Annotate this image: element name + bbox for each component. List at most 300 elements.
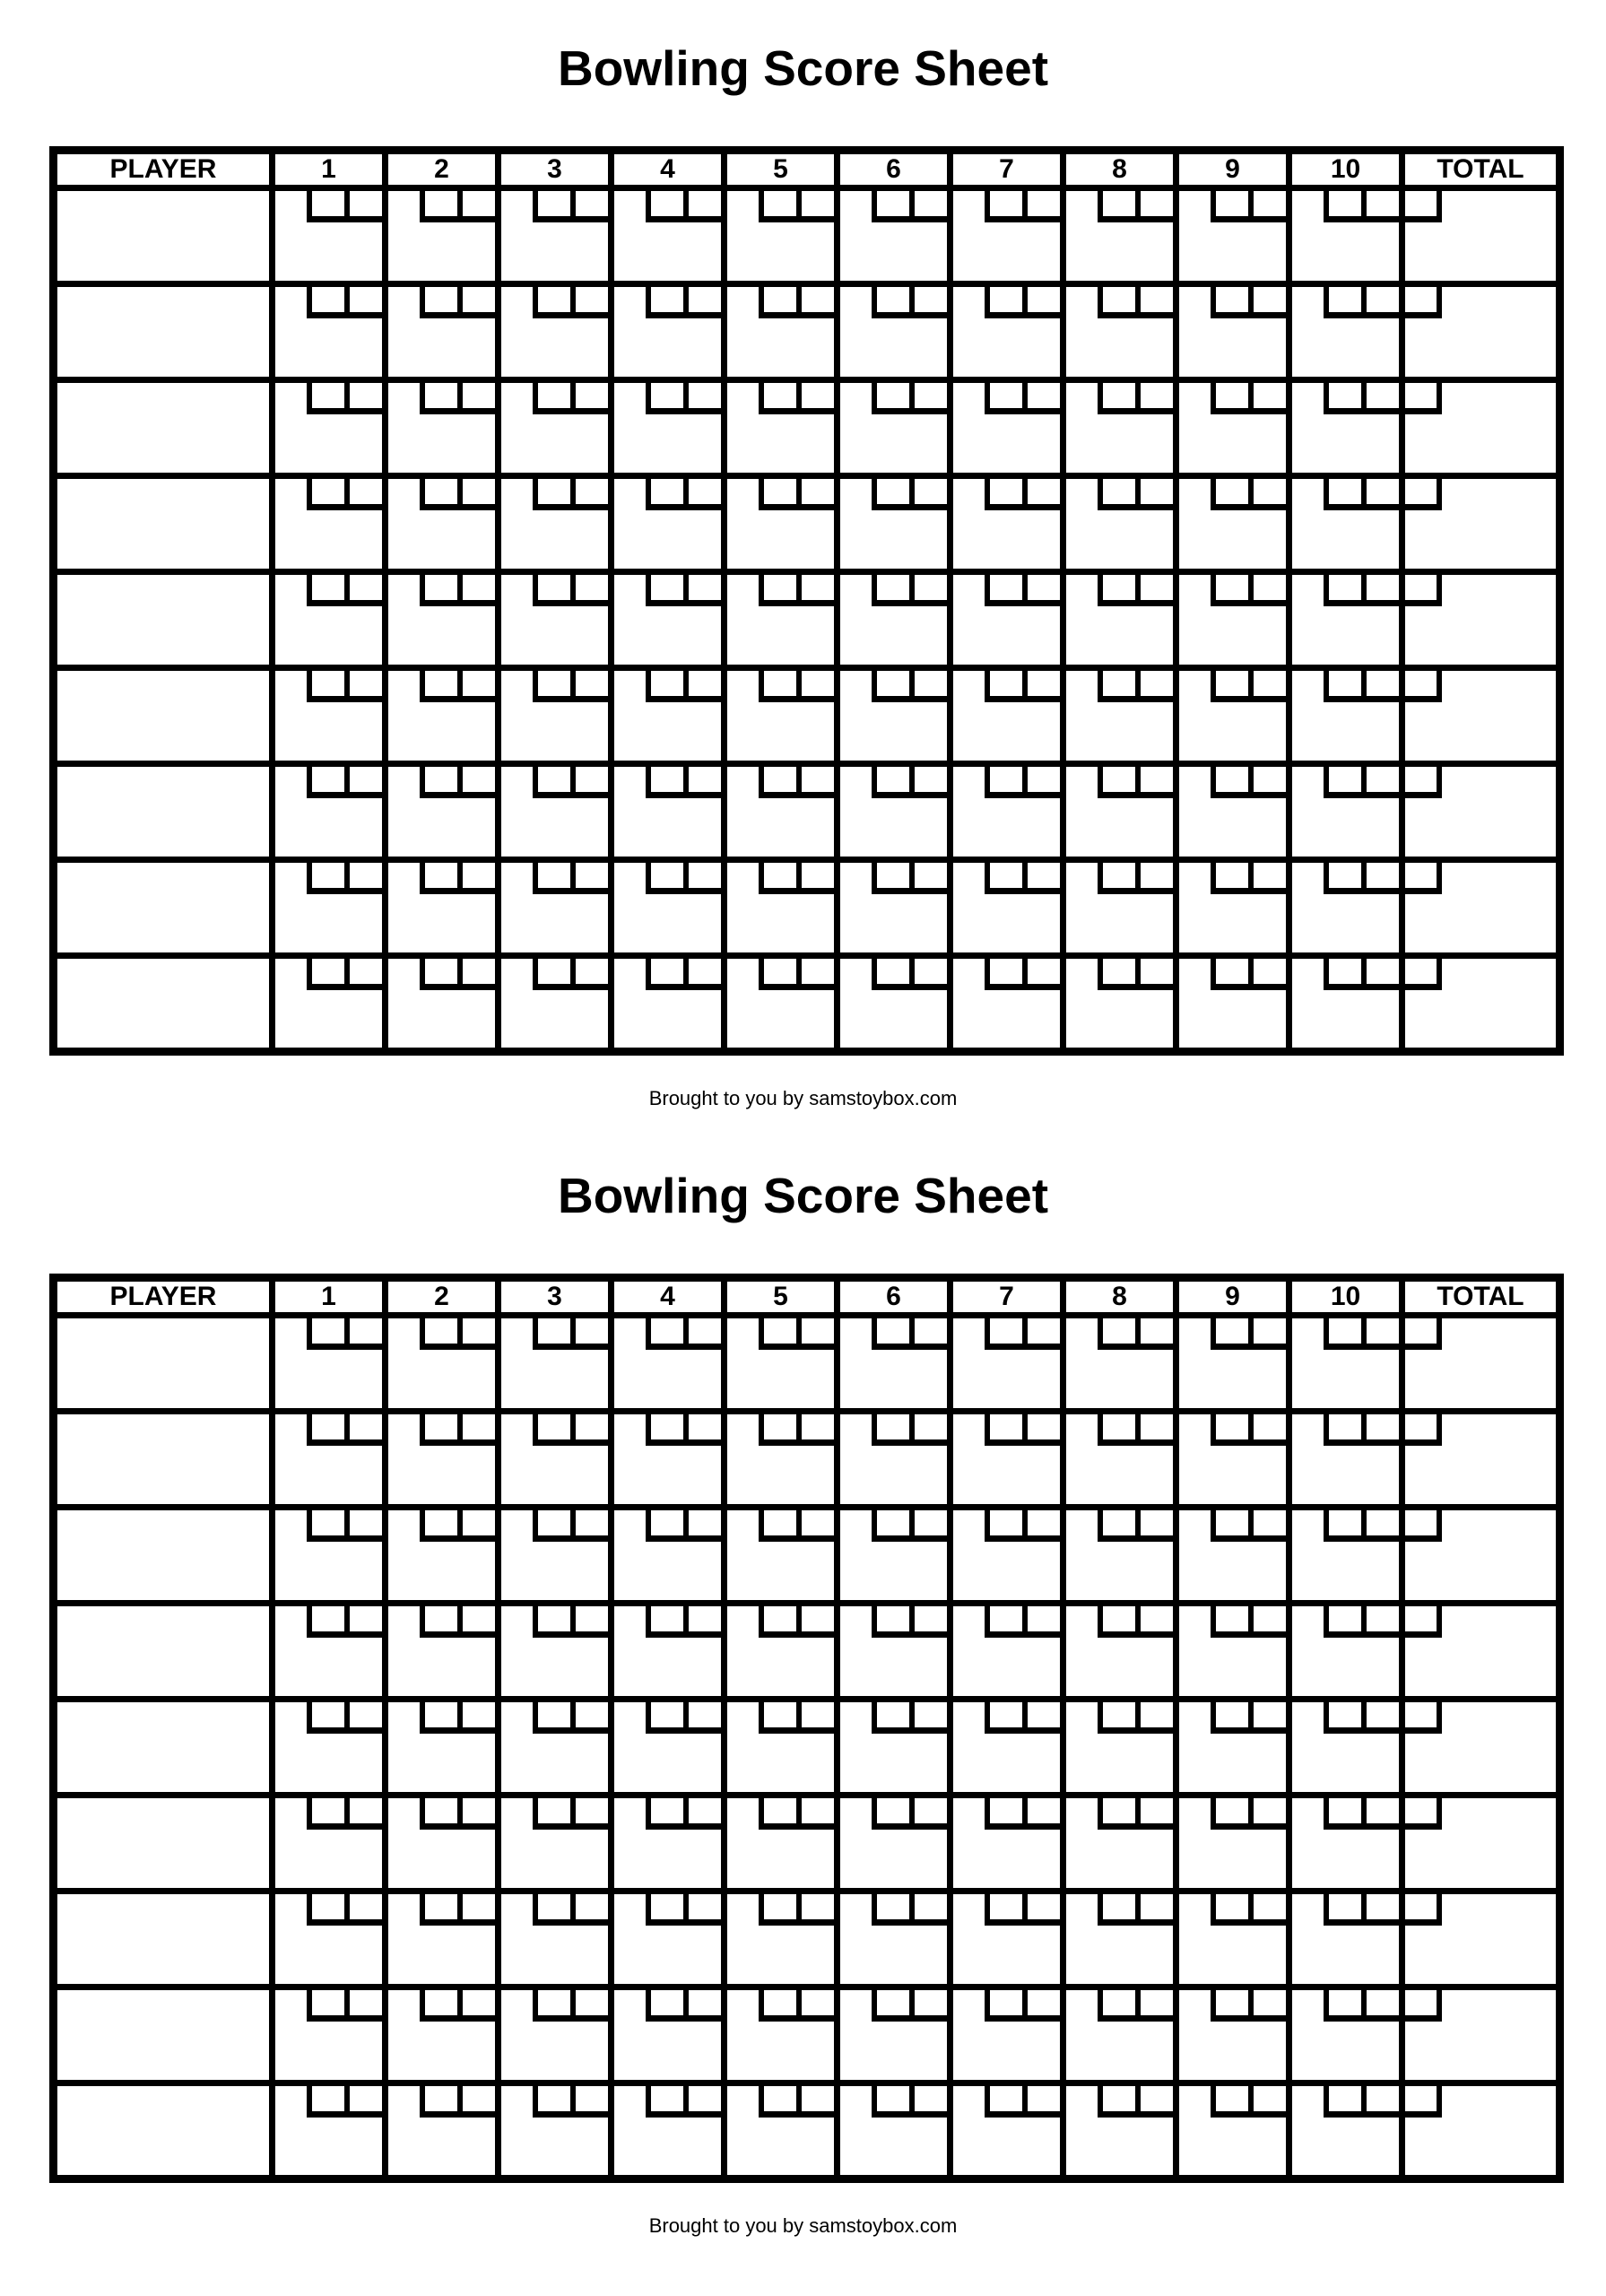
frame-cell-5: [725, 572, 838, 668]
roll-box-2: [683, 863, 721, 888]
tenth-frame-third-roll-box: [1405, 1606, 1442, 1638]
roll-boxes: [533, 575, 608, 606]
roll-box-1: [985, 383, 1022, 408]
frame-cell-3: [499, 188, 612, 284]
roll-box-2: [1248, 383, 1286, 408]
footer-credit: Brought to you by samstoybox.com: [648, 1087, 958, 1109]
roll-box-1: [420, 575, 457, 600]
frame-cell-8: [1063, 1604, 1176, 1700]
frame-cell-2: [386, 668, 499, 764]
roll-boxes: [1211, 959, 1286, 990]
roll-boxes: [646, 383, 721, 414]
roll-box-1: [985, 1414, 1022, 1439]
tenth-frame-third-roll-box: [1405, 191, 1442, 222]
roll-boxes: [1211, 1510, 1286, 1542]
roll-boxes: [985, 191, 1060, 222]
roll-boxes: [307, 1798, 382, 1830]
frame-cell-3: [499, 476, 612, 572]
frame-cell-2: [386, 764, 499, 860]
roll-box-2: [344, 575, 382, 600]
roll-boxes: [420, 671, 495, 702]
frame-cell-3: [499, 380, 612, 476]
roll-boxes: [420, 479, 495, 510]
roll-boxes: [985, 1510, 1060, 1542]
frame-cell-8: [1063, 1796, 1176, 1892]
frame-cell-4: [612, 1316, 725, 1412]
roll-box-2: [796, 287, 834, 312]
roll-box-2: [457, 191, 495, 216]
frame-cell-10: [1289, 860, 1402, 956]
roll-boxes: [1098, 1798, 1173, 1830]
roll-box-2: [683, 383, 721, 408]
roll-box-1: [533, 479, 570, 504]
roll-boxes: [1324, 863, 1399, 894]
roll-box-1: [646, 959, 683, 984]
roll-boxes: [985, 671, 1060, 702]
roll-box-2: [1022, 1414, 1060, 1439]
roll-boxes: [533, 287, 608, 318]
roll-box-2: [1361, 1702, 1399, 1727]
frame-cell-1: [273, 476, 386, 572]
roll-boxes: [533, 1702, 608, 1734]
roll-box-2: [1248, 671, 1286, 696]
roll-box-1: [759, 191, 796, 216]
frame-cell-7: [951, 1508, 1063, 1604]
roll-boxes: [1211, 479, 1286, 510]
frame-cell-6: [838, 476, 951, 572]
roll-boxes: [1098, 1414, 1173, 1446]
frame-cell-9: [1176, 1412, 1289, 1508]
roll-box-2: [1022, 671, 1060, 696]
frame-cell-8: [1063, 860, 1176, 956]
roll-box-2: [570, 383, 608, 408]
roll-box-1: [420, 767, 457, 792]
frame-cell-10: [1289, 1508, 1402, 1604]
frame-cell-6: [838, 1796, 951, 1892]
roll-box-2: [796, 863, 834, 888]
roll-box-1: [533, 383, 570, 408]
frame-cell-4: [612, 860, 725, 956]
frame-cell-10: [1289, 476, 1402, 572]
roll-box-2: [570, 191, 608, 216]
roll-box-1: [759, 959, 796, 984]
frame-cell-4: [612, 1987, 725, 2083]
roll-box-1: [420, 479, 457, 504]
roll-box-1: [307, 1606, 344, 1631]
frame-cell-7: [951, 1796, 1063, 1892]
roll-boxes: [307, 863, 382, 894]
roll-box-1: [533, 767, 570, 792]
roll-box-2: [909, 767, 947, 792]
frame-cell-9: [1176, 380, 1289, 476]
roll-box-1: [1211, 1990, 1248, 2015]
roll-box-1: [307, 287, 344, 312]
player-row: [54, 860, 1560, 956]
roll-box-1: [533, 191, 570, 216]
roll-box-1: [420, 1894, 457, 1919]
roll-box-2: [344, 1798, 382, 1823]
roll-boxes: [1211, 2086, 1286, 2118]
roll-box-2: [1135, 767, 1173, 792]
roll-boxes: [1098, 1990, 1173, 2022]
roll-box-2: [570, 959, 608, 984]
total-score-cell: [1402, 1604, 1560, 1700]
roll-box-2: [570, 479, 608, 504]
frame-cell-1: [273, 1796, 386, 1892]
roll-boxes: [759, 287, 834, 318]
frame-column-header-1: 1: [273, 1278, 386, 1316]
roll-box-1: [533, 1606, 570, 1631]
roll-boxes: [533, 2086, 608, 2118]
roll-box-1: [1098, 1510, 1135, 1535]
frame-column-header-9: 9: [1176, 151, 1289, 188]
roll-box-1: [759, 1990, 796, 2015]
roll-box-2: [1135, 1318, 1173, 1344]
roll-boxes: [985, 1990, 1060, 2022]
roll-boxes: [1211, 1414, 1286, 1446]
frame-cell-7: [951, 764, 1063, 860]
tenth-frame-third-roll-box: [1405, 1990, 1442, 2022]
frame-cell-4: [612, 1700, 725, 1796]
roll-boxes: [533, 1510, 608, 1542]
roll-box-1: [307, 1318, 344, 1344]
frame-cell-8: [1063, 668, 1176, 764]
roll-box-1: [1324, 1510, 1361, 1535]
roll-boxes: [985, 479, 1060, 510]
frame-cell-8: [1063, 380, 1176, 476]
roll-box-2: [1361, 1510, 1399, 1535]
total-score-cell: [1402, 1316, 1560, 1412]
roll-box-2: [1022, 1894, 1060, 1919]
roll-boxes: [759, 863, 834, 894]
roll-box-1: [420, 2086, 457, 2111]
frame-cell-8: [1063, 572, 1176, 668]
roll-box-1: [1211, 1606, 1248, 1631]
roll-box-2: [683, 575, 721, 600]
roll-box-1: [533, 1702, 570, 1727]
frame-column-header-8: 8: [1063, 1278, 1176, 1316]
roll-box-2: [1135, 2086, 1173, 2111]
frame-cell-10: [1289, 188, 1402, 284]
total-score-cell: [1402, 860, 1560, 956]
roll-boxes: [307, 575, 382, 606]
frame-cell-3: [499, 860, 612, 956]
roll-box-1: [1211, 1702, 1248, 1727]
frame-cell-5: [725, 1700, 838, 1796]
frame-column-header-5: 5: [725, 151, 838, 188]
frame-cell-7: [951, 476, 1063, 572]
roll-box-2: [570, 287, 608, 312]
roll-box-2: [1135, 383, 1173, 408]
roll-boxes: [1324, 479, 1399, 510]
roll-box-2: [570, 1798, 608, 1823]
roll-box-1: [1098, 863, 1135, 888]
roll-box-1: [533, 287, 570, 312]
frame-cell-7: [951, 668, 1063, 764]
tenth-frame-third-roll-box: [1405, 1510, 1442, 1542]
frame-cell-7: [951, 1987, 1063, 2083]
roll-box-1: [1211, 287, 1248, 312]
roll-box-2: [344, 671, 382, 696]
frame-cell-5: [725, 476, 838, 572]
roll-box-2: [1361, 575, 1399, 600]
roll-box-1: [1211, 863, 1248, 888]
roll-boxes: [759, 1702, 834, 1734]
roll-box-1: [985, 1702, 1022, 1727]
player-name-cell: [54, 380, 273, 476]
frame-cell-1: [273, 1508, 386, 1604]
roll-box-1: [1098, 1702, 1135, 1727]
player-name-cell: [54, 1796, 273, 1892]
roll-box-2: [909, 191, 947, 216]
frame-column-header-3: 3: [499, 151, 612, 188]
frame-cell-10: [1289, 764, 1402, 860]
roll-box-1: [759, 1894, 796, 1919]
roll-box-1: [1324, 479, 1361, 504]
roll-boxes: [1211, 863, 1286, 894]
roll-boxes: [1324, 1798, 1399, 1830]
roll-box-1: [872, 479, 909, 504]
roll-box-1: [420, 383, 457, 408]
roll-boxes: [985, 383, 1060, 414]
roll-box-2: [1135, 1606, 1173, 1631]
frame-cell-1: [273, 284, 386, 380]
roll-box-1: [985, 479, 1022, 504]
roll-box-1: [646, 1702, 683, 1727]
roll-box-1: [985, 863, 1022, 888]
roll-box-2: [570, 1990, 608, 2015]
roll-boxes: [872, 1414, 947, 1446]
frame-cell-4: [612, 668, 725, 764]
roll-box-1: [1324, 2086, 1361, 2111]
roll-box-2: [1248, 1894, 1286, 1919]
roll-box-2: [1248, 1606, 1286, 1631]
frame-column-header-2: 2: [386, 1278, 499, 1316]
frame-cell-1: [273, 860, 386, 956]
roll-box-2: [1135, 671, 1173, 696]
frame-cell-9: [1176, 1700, 1289, 1796]
roll-box-2: [1361, 191, 1399, 216]
roll-box-1: [985, 1894, 1022, 1919]
roll-box-1: [1098, 2086, 1135, 2111]
frame-cell-8: [1063, 476, 1176, 572]
roll-box-2: [570, 863, 608, 888]
roll-box-2: [344, 479, 382, 504]
frame-cell-8: [1063, 764, 1176, 860]
roll-box-1: [533, 671, 570, 696]
roll-box-2: [1135, 575, 1173, 600]
roll-box-2: [457, 1414, 495, 1439]
roll-box-1: [1098, 383, 1135, 408]
roll-box-1: [1324, 383, 1361, 408]
roll-box-2: [909, 575, 947, 600]
roll-boxes: [646, 2086, 721, 2118]
roll-box-2: [344, 383, 382, 408]
roll-boxes: [759, 575, 834, 606]
bowling-score-table: [49, 146, 1564, 1056]
frame-cell-10: [1289, 1796, 1402, 1892]
roll-box-2: [570, 2086, 608, 2111]
frame-cell-2: [386, 188, 499, 284]
frame-cell-6: [838, 956, 951, 1052]
frame-column-header-6: 6: [838, 1278, 951, 1316]
roll-box-2: [1361, 1894, 1399, 1919]
roll-boxes: [646, 671, 721, 702]
roll-boxes: [759, 1990, 834, 2022]
roll-box-2: [1135, 1894, 1173, 1919]
roll-box-2: [1248, 1798, 1286, 1823]
roll-boxes: [1098, 1318, 1173, 1350]
roll-boxes: [420, 2086, 495, 2118]
roll-boxes: [533, 479, 608, 510]
player-row: [54, 1604, 1560, 1700]
frame-cell-6: [838, 380, 951, 476]
roll-box-2: [683, 1510, 721, 1535]
tenth-frame-third-roll-box: [1405, 1702, 1442, 1734]
roll-box-1: [759, 1414, 796, 1439]
frame-cell-3: [499, 956, 612, 1052]
roll-boxes: [1098, 191, 1173, 222]
roll-box-2: [1135, 959, 1173, 984]
roll-boxes: [985, 2086, 1060, 2118]
roll-box-2: [344, 767, 382, 792]
total-score-cell: [1402, 1412, 1560, 1508]
roll-box-2: [909, 863, 947, 888]
frame-cell-7: [951, 1412, 1063, 1508]
frame-cell-2: [386, 1892, 499, 1987]
player-row: [54, 1987, 1560, 2083]
frame-cell-9: [1176, 1796, 1289, 1892]
roll-box-2: [683, 1606, 721, 1631]
frame-cell-6: [838, 764, 951, 860]
roll-box-1: [420, 287, 457, 312]
frame-cell-9: [1176, 284, 1289, 380]
tenth-frame-third-roll-box: [1405, 1414, 1442, 1446]
roll-boxes: [759, 191, 834, 222]
frame-cell-5: [725, 1604, 838, 1700]
roll-box-2: [1135, 287, 1173, 312]
score-sheet-1: [0, 0, 1606, 1127]
frame-cell-7: [951, 380, 1063, 476]
frame-cell-7: [951, 188, 1063, 284]
roll-box-1: [1211, 1414, 1248, 1439]
frame-cell-3: [499, 1987, 612, 2083]
roll-box-1: [872, 1702, 909, 1727]
roll-boxes: [985, 575, 1060, 606]
roll-box-2: [457, 383, 495, 408]
roll-box-1: [420, 959, 457, 984]
tenth-frame-third-roll-box: [1405, 671, 1442, 702]
player-row: [54, 476, 1560, 572]
frame-cell-2: [386, 1700, 499, 1796]
roll-box-2: [1361, 287, 1399, 312]
player-row: [54, 1508, 1560, 1604]
frame-cell-6: [838, 1604, 951, 1700]
roll-box-1: [533, 863, 570, 888]
roll-box-2: [1135, 1510, 1173, 1535]
roll-box-2: [344, 1894, 382, 1919]
roll-boxes: [420, 1798, 495, 1830]
roll-box-2: [1022, 767, 1060, 792]
frame-cell-10: [1289, 380, 1402, 476]
frame-cell-10: [1289, 284, 1402, 380]
frame-cell-2: [386, 956, 499, 1052]
roll-box-2: [796, 959, 834, 984]
roll-box-2: [683, 1798, 721, 1823]
roll-box-2: [1022, 2086, 1060, 2111]
roll-box-1: [1324, 863, 1361, 888]
total-score-cell: [1402, 1508, 1560, 1604]
roll-box-1: [872, 1990, 909, 2015]
roll-box-2: [570, 671, 608, 696]
frame-cell-1: [273, 1987, 386, 2083]
roll-box-2: [683, 2086, 721, 2111]
frame-cell-4: [612, 476, 725, 572]
roll-box-2: [1022, 1318, 1060, 1344]
roll-boxes: [307, 287, 382, 318]
roll-box-1: [1211, 1318, 1248, 1344]
table-body: [54, 188, 1560, 1052]
frame-cell-2: [386, 860, 499, 956]
roll-box-1: [1324, 671, 1361, 696]
roll-boxes: [533, 383, 608, 414]
roll-box-2: [1022, 1510, 1060, 1535]
roll-box-1: [1324, 1894, 1361, 1919]
roll-box-1: [307, 1990, 344, 2015]
roll-boxes: [872, 2086, 947, 2118]
frame-cell-10: [1289, 2083, 1402, 2179]
roll-boxes: [759, 383, 834, 414]
roll-box-2: [1361, 1990, 1399, 2015]
frame-cell-5: [725, 860, 838, 956]
roll-box-2: [457, 1606, 495, 1631]
total-score-cell: [1402, 1987, 1560, 2083]
frame-cell-2: [386, 1316, 499, 1412]
roll-box-2: [1248, 575, 1286, 600]
frame-cell-9: [1176, 1892, 1289, 1987]
roll-boxes: [420, 383, 495, 414]
roll-box-1: [872, 1798, 909, 1823]
score-sheet-2: [0, 1127, 1606, 2255]
roll-box-2: [1248, 191, 1286, 216]
roll-box-1: [646, 1510, 683, 1535]
roll-box-2: [457, 1318, 495, 1344]
frame-cell-10: [1289, 1700, 1402, 1796]
roll-box-2: [1248, 767, 1286, 792]
frame-cell-2: [386, 1412, 499, 1508]
roll-box-1: [1324, 191, 1361, 216]
roll-box-1: [1098, 959, 1135, 984]
roll-box-2: [1135, 1702, 1173, 1727]
frame-cell-4: [612, 1412, 725, 1508]
roll-box-2: [1248, 1510, 1286, 1535]
roll-box-2: [570, 1702, 608, 1727]
roll-boxes: [1098, 1702, 1173, 1734]
roll-box-1: [646, 767, 683, 792]
roll-boxes: [307, 383, 382, 414]
frame-cell-5: [725, 2083, 838, 2179]
roll-boxes: [1324, 575, 1399, 606]
roll-boxes: [985, 767, 1060, 798]
frame-cell-9: [1176, 1316, 1289, 1412]
roll-box-2: [796, 479, 834, 504]
roll-boxes: [872, 959, 947, 990]
roll-box-2: [1022, 863, 1060, 888]
frame-cell-4: [612, 380, 725, 476]
roll-box-1: [307, 191, 344, 216]
roll-boxes: [646, 575, 721, 606]
roll-boxes: [1211, 767, 1286, 798]
